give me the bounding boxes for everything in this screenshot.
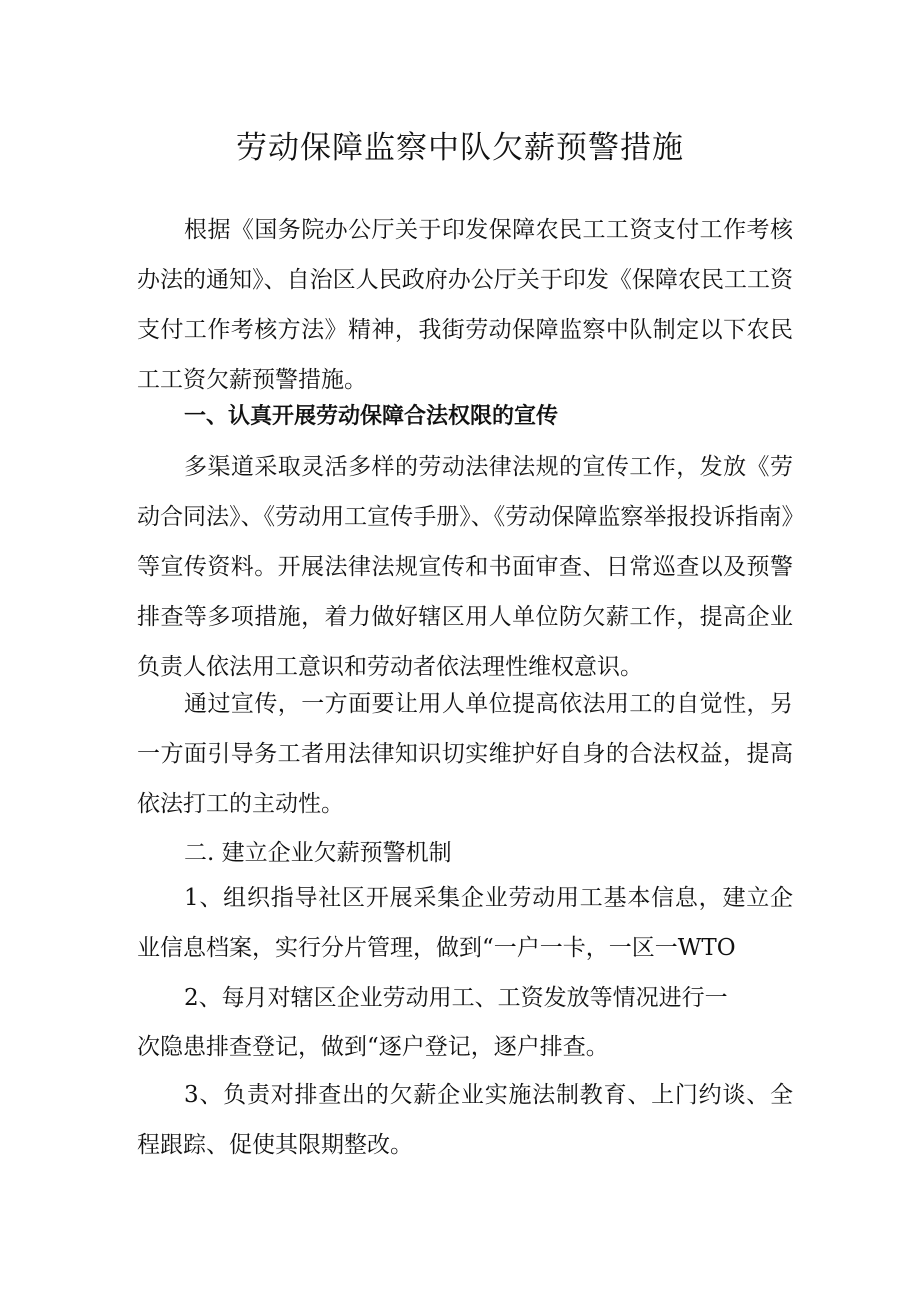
section1-heading: 一、认真开展劳动保障合法权限的宣传 [184, 404, 559, 429]
section2-item-1: 1、组织指导社区开展采集企业劳动用工基本信息，建立企业信息档案，实行分片管理，做到“一户一卡，一区一WTO [137, 885, 793, 961]
section2-item-2-line-1: 2、每月对辖区企业劳动用工、工资发放等情况进行一 [184, 985, 728, 1011]
section2-item-2-line-2: 次隐患排查登记，做到“逐户登记，逐户排查。 [137, 1034, 609, 1060]
document-title: 劳动保障监察中队欠薪预警措施 [236, 130, 684, 166]
section1-paragraph-1: 多渠道采取灵活多样的劳动法律法规的宣传工作，发放《劳动合同法》、《劳动用工宣传手册》、《劳动保障监察举报投诉指南》等宣传资料。开展法律法规宣传和书面审查、日常巡查以及预警排查等多项措施，着力做好辖区用人单位防欠薪工作，提高企业负责人依法用工意识和劳动者依法理性维权意识。 [137, 454, 793, 680]
intro-paragraph: 根据《国务院办公厅关于印发保障农民工工资支付工作考核办法的通知》、自治区人民政府办公厅关于印发《保障农民工工资支付工作考核方法》精神，我街劳动保障监察中队制定以下农民工工资欠薪预警措施。 [137, 217, 793, 393]
section2-item-3: 3、负责对排查出的欠薪企业实施法制教育、上门约谈、全程跟踪、促使其限期整改。 [137, 1082, 793, 1158]
section2-heading: 二. 建立企业欠薪预警机制 [184, 840, 452, 866]
section1-paragraph-2: 通过宣传，一方面要让用人单位提高依法用工的自觉性，另一方面引导务工者用法律知识切实维护好自身的合法权益，提高依法打工的主动性。 [137, 691, 793, 817]
